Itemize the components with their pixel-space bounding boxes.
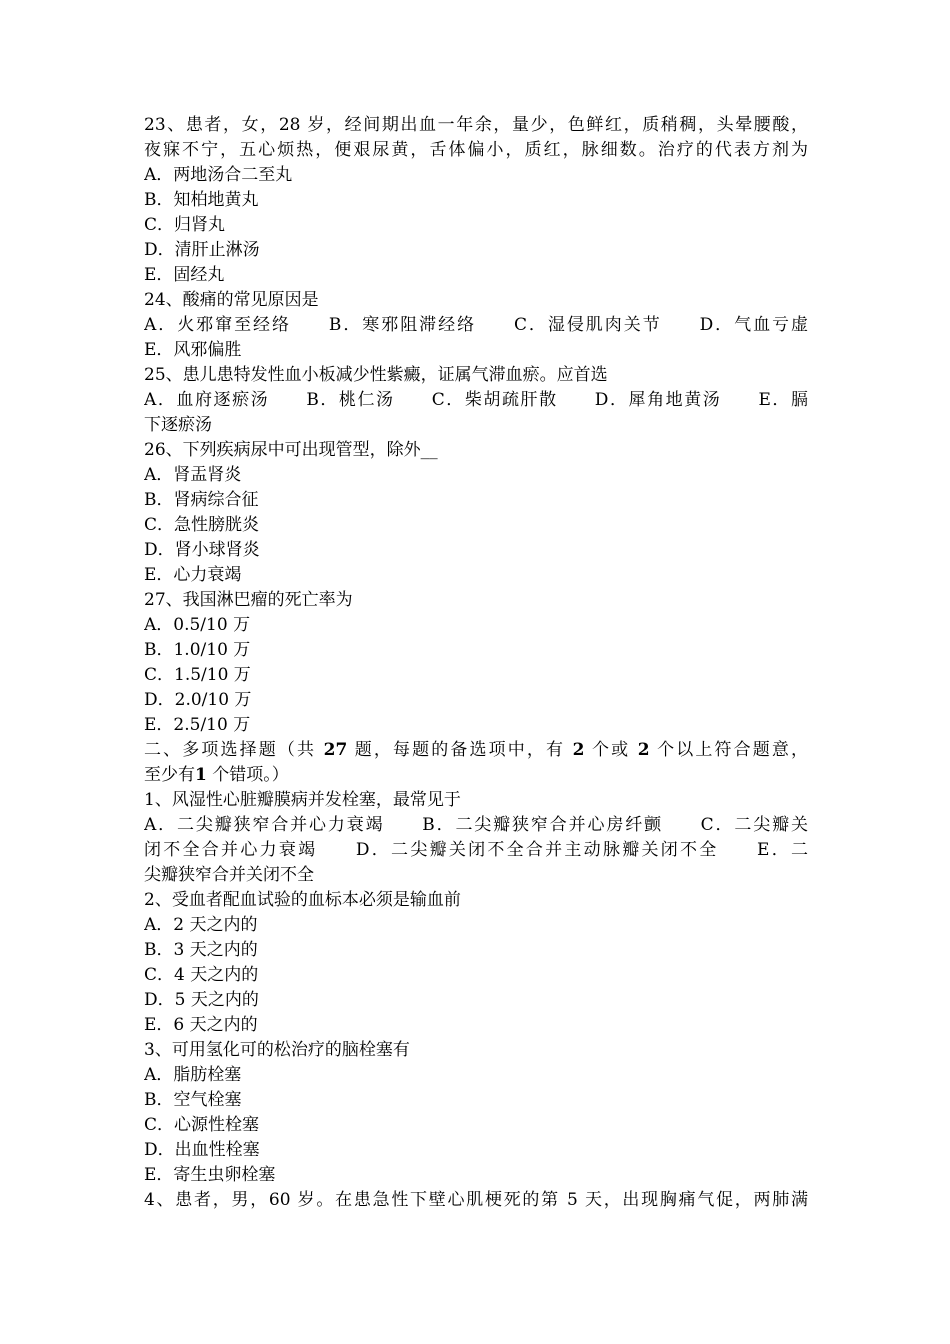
section-2-number-c: 1 <box>195 765 207 785</box>
question-27-option-a: A．0.5/10 万 <box>144 615 251 635</box>
mq-1-options-line-2: 闭不全合并心力衰竭 D．二尖瓣关闭不全合并主动脉瓣关闭不全 E．二 <box>144 840 808 860</box>
question-26-option-c: C．急性膀胱炎 <box>144 515 260 535</box>
mq-2-option-c: C．4 天之内的 <box>144 965 259 985</box>
mq-3-option-c: C．心源性栓塞 <box>144 1115 260 1135</box>
question-27-option-b: B．1.0/10 万 <box>144 640 251 660</box>
question-24-option-e: E．风邪偏胜 <box>144 340 242 360</box>
question-24-stem: 24、酸痛的常见原因是 <box>144 290 319 310</box>
section-2-number-a: 2 <box>572 740 585 760</box>
mq-1-stem: 1、风湿性心脏瓣膜病并发栓塞，最常见于 <box>144 790 461 810</box>
mq-1-options-line-3: 尖瓣狭窄合并关闭不全 <box>144 865 314 885</box>
question-26-option-b: B．肾病综合征 <box>144 490 259 510</box>
question-24-options-line-1: A．火邪窜至经络 B．寒邪阻滞经络 C．湿侵肌肉关节 D．气血亏虚 <box>144 315 808 335</box>
section-2-number-b: 2 <box>637 740 650 760</box>
question-27-option-e: E．2.5/10 万 <box>144 715 251 735</box>
mq-2-option-b: B．3 天之内的 <box>144 940 258 960</box>
question-25-options-line-1: A．血府逐瘀汤 B．桃仁汤 C．柴胡疏肝散 D．犀角地黄汤 E．膈 <box>144 390 808 410</box>
question-26-option-e: E．心力衰竭 <box>144 565 242 585</box>
question-25-stem: 25、患儿患特发性血小板减少性紫癜，证属气滞血瘀。应首选 <box>144 365 608 385</box>
question-23-stem-line-2: 夜寐不宁，五心烦热，便艰尿黄，舌体偏小，质红，脉细数。治疗的代表方剂为 <box>144 140 808 160</box>
section-2-text-3: 个或 <box>584 740 638 760</box>
question-23-option-e: E．固经丸 <box>144 265 225 285</box>
mq-2-option-e: E．6 天之内的 <box>144 1015 258 1035</box>
section-2-heading-line-1 <box>144 738 808 763</box>
mq-2-option-a: A．2 天之内的 <box>144 915 258 935</box>
question-26-option-d: D．肾小球肾炎 <box>144 540 260 560</box>
mq-2-stem: 2、受血者配血试验的血标本必须是输血前 <box>144 890 461 910</box>
question-27-stem: 27、我国淋巴瘤的死亡率为 <box>144 590 353 610</box>
question-23-stem-line-1: 23、患者，女，28 岁，经间期出血一年余，量少，色鲜红，质稍稠，头晕腰酸， <box>144 115 808 135</box>
section-2-text-6: 个错项。） <box>206 765 289 785</box>
question-25-options-line-2: 下逐瘀汤 <box>144 415 212 435</box>
question-26-option-a: A．肾盂肾炎 <box>144 465 242 485</box>
question-26-stem: 26、下列疾病尿中可出现管型，除外__ <box>144 440 438 460</box>
section-2-text-2: 题，每题的备选项中，有 <box>347 740 573 760</box>
mq-3-option-b: B．空气栓塞 <box>144 1090 242 1110</box>
question-23-option-a: A．两地汤合二至丸 <box>144 165 293 185</box>
mq-3-option-d: D．出血性栓塞 <box>144 1140 260 1160</box>
question-23-option-d: D．清肝止淋汤 <box>144 240 260 260</box>
question-23-option-c: C．归肾丸 <box>144 215 226 235</box>
section-2-count: 27 <box>323 740 348 760</box>
mq-3-option-e: E．寄生虫卵栓塞 <box>144 1165 276 1185</box>
section-2-text-5: 至少有 <box>144 765 195 785</box>
section-2-heading-line-2 <box>144 763 808 788</box>
section-2-text-1: 二、多项选择题（共 <box>144 740 324 760</box>
question-23-option-b: B．知柏地黄丸 <box>144 190 259 210</box>
mq-1-options-line-1: A．二尖瓣狭窄合并心力衰竭 B．二尖瓣狭窄合并心房纤颤 C．二尖瓣关 <box>144 815 808 835</box>
document-body <box>144 113 808 1213</box>
section-2-text-4: 个以上符合题意， <box>649 740 808 760</box>
mq-4-stem-line-1: 4、患者，男，60 岁。在患急性下壁心肌梗死的第 5 天，出现胸痛气促，两肺满 <box>144 1190 808 1210</box>
mq-3-option-a: A．脂肪栓塞 <box>144 1065 242 1085</box>
mq-3-stem: 3、可用氢化可的松治疗的脑栓塞有 <box>144 1040 410 1060</box>
mq-2-option-d: D．5 天之内的 <box>144 990 259 1010</box>
question-27-option-d: D．2.0/10 万 <box>144 690 252 710</box>
question-27-option-c: C．1.5/10 万 <box>144 665 251 685</box>
